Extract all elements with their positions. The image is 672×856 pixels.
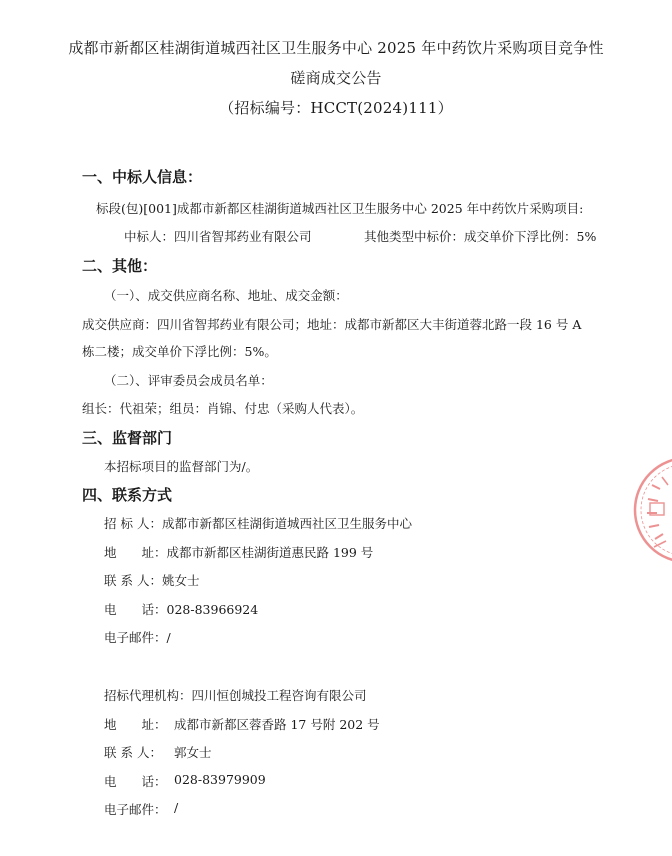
agent-phone-label: 电 话： (104, 774, 167, 789)
section-other-heading: 二、其他： (82, 257, 158, 275)
buyer-email: 电子邮件：/ (104, 630, 171, 645)
agent-contact: 郭女士 (174, 745, 212, 760)
section-winner-heading: 一、中标人信息： (82, 168, 203, 186)
agent-contact-label: 联 系 人： (104, 745, 162, 760)
winner-price: 其他类型中标价：成交单价下浮比例：5% (364, 229, 597, 244)
buyer-org: 招 标 人：成都市新都区桂湖街道城西社区卫生服务中心 (104, 516, 412, 531)
agent-email-label: 电子邮件： (104, 802, 167, 817)
lot-line: 标段(包)[001]成都市新都区桂湖街道城西社区卫生服务中心 2025 年中药饮片采购项目: (96, 201, 584, 216)
section-supervision-heading: 三、监督部门 (82, 429, 173, 447)
buyer-address: 地 址：成都市新都区桂湖街道惠民路 199 号 (104, 545, 374, 560)
committee-subheading: （二）、评审委员会成员名单： (104, 373, 273, 388)
supplier-subheading: （一）、成交供应商名称、地址、成交金额： (104, 288, 348, 303)
agent-email: / (174, 800, 179, 815)
winner-name: 中标人：四川省智邦药业有限公司 (124, 229, 312, 244)
agent-phone: 028-83979909 (174, 772, 266, 787)
section-contact-heading: 四、联系方式 (82, 486, 173, 504)
supervision-text: 本招标项目的监督部门为/。 (104, 459, 259, 474)
page-title-line1: 成都市新都区桂湖街道城西社区卫生服务中心 2025 年中药饮片采购项目竞争性 (68, 39, 604, 57)
page-title-line2: 磋商成交公告 (290, 69, 382, 87)
supplier-line-2: 栋二楼；成交单价下浮比例：5%。 (82, 344, 277, 359)
buyer-phone: 电 话：028-83966924 (104, 602, 259, 617)
agent-org: 招标代理机构：四川恒创城投工程咨询有限公司 (104, 688, 367, 703)
supplier-line-1: 成交供应商：四川省智邦药业有限公司；地址：成都市新都区大丰街道蓉北路一段 16 号 A (82, 317, 582, 332)
agent-address: 成都市新都区蓉香路 17 号附 202 号 (174, 717, 380, 732)
agent-address-label: 地 址： (104, 717, 167, 732)
official-seal-stamp (632, 455, 672, 565)
committee-members: 组长：代祖荣；组员：肖锦、付忠（采购人代表）。 (82, 401, 364, 416)
buyer-contact: 联 系 人：姚女士 (104, 573, 200, 588)
tender-number: （招标编号：HCCT(2024)111） (219, 99, 453, 117)
